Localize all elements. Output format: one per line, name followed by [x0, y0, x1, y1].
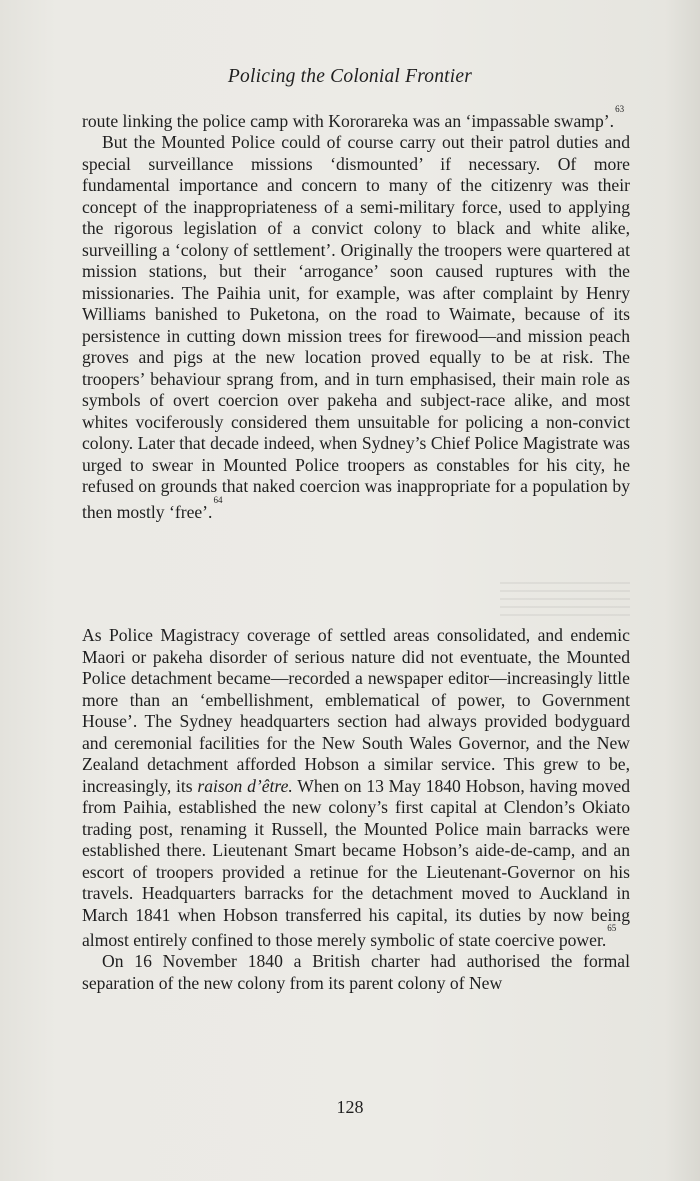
paragraph-2-text: But the Mounted Police could of course carry out their patrol duties and special surveillance missions ‘dismounted’ if necessary. Of more fundamental importance and concern to many of the citizenry was their concept of the inappropriateness of a semi-military force, used to applying the rigorous legislation of a convict colony to black and white alike, surveilling a ‘colony of settlement’. Originally the troopers were quartered at mission stations, but their ‘arrogance’ soon caused ruptures with the missionaries. The Paihia unit, for example, was after complaint by Henry Williams banished to Puketona, on the road to Waimate, because of its persistence in cutting down mission trees for firewood—and mission peach groves and pigs at the new location proved equally to be at risk. The troopers’ behaviour sprang from, and in turn emphasised, their main role as symbols of overt coercion over pakeha and subject-race alike, and most whites vociferously considered them unsuitable for policing a non-convict colony. Later that decade indeed, when Sydney’s Chief Police Magistrate was urged to swear in Mounted Police troopers as constables for his city, he refused on grounds that naked coercion was inappropriate for a population by then mostly ‘free’.	[82, 132, 630, 522]
paragraph-1	[82, 104, 630, 132]
bleed-through-marks	[500, 582, 630, 622]
paragraph-3-text-b: When on 13 May 1840 Hobson, having moved from Paihia, established the new colony’s first capital at Clendon’s Okiato trading post, renaming it Russell, the Mounted Police main barracks were established there. Lieutenant Smart became Hobson’s aide-de-camp, and an escort of troopers provided a retinue for the Lieutenant-Governor on his travels. Headquarters barracks for the detachment moved to Auckland in March 1841 when Hobson transferred his capital, its duties by now being almost entirely confined to those merely symbolic of state coercive power.	[82, 775, 630, 950]
paragraph-3-italic: raison d’être.	[197, 775, 293, 796]
footnote-ref-63[interactable]: 63	[615, 104, 625, 114]
paragraph-3-text-a: As Police Magistracy coverage of settled areas consolidated, and endemic Maori or pakeha disorder of serious nature did not eventuate, the Mounted Police detachment became—recorded a newspaper editor—increasingly little more than an ‘embellishment, emblematical of power, to Government House’. The Sydney headquarters section had always provided bodyguard and ceremonial facilities for the New South Wales Governor, and the New Zealand detachment afforded Hobson a similar service. This grew to be, increasingly, its	[82, 625, 630, 796]
text-block-top	[82, 104, 630, 523]
paragraph-2	[82, 132, 630, 523]
paragraph-4-text: On 16 November 1840 a British charter had authorised the formal separation of the new colony from its parent colony of New	[82, 951, 630, 993]
page-number: 128	[336, 1097, 364, 1117]
footnote-ref-64[interactable]: 64	[213, 494, 223, 505]
paragraph-4	[82, 951, 630, 994]
footnote-ref-65[interactable]: 65	[607, 923, 617, 933]
text-block-bottom	[82, 625, 630, 994]
paragraph-3	[82, 625, 630, 951]
running-head: Policing the Colonial Frontier	[227, 66, 473, 87]
paragraph-1-text: route linking the police camp with Kororareka was an ‘impassable swamp’.	[82, 110, 615, 131]
